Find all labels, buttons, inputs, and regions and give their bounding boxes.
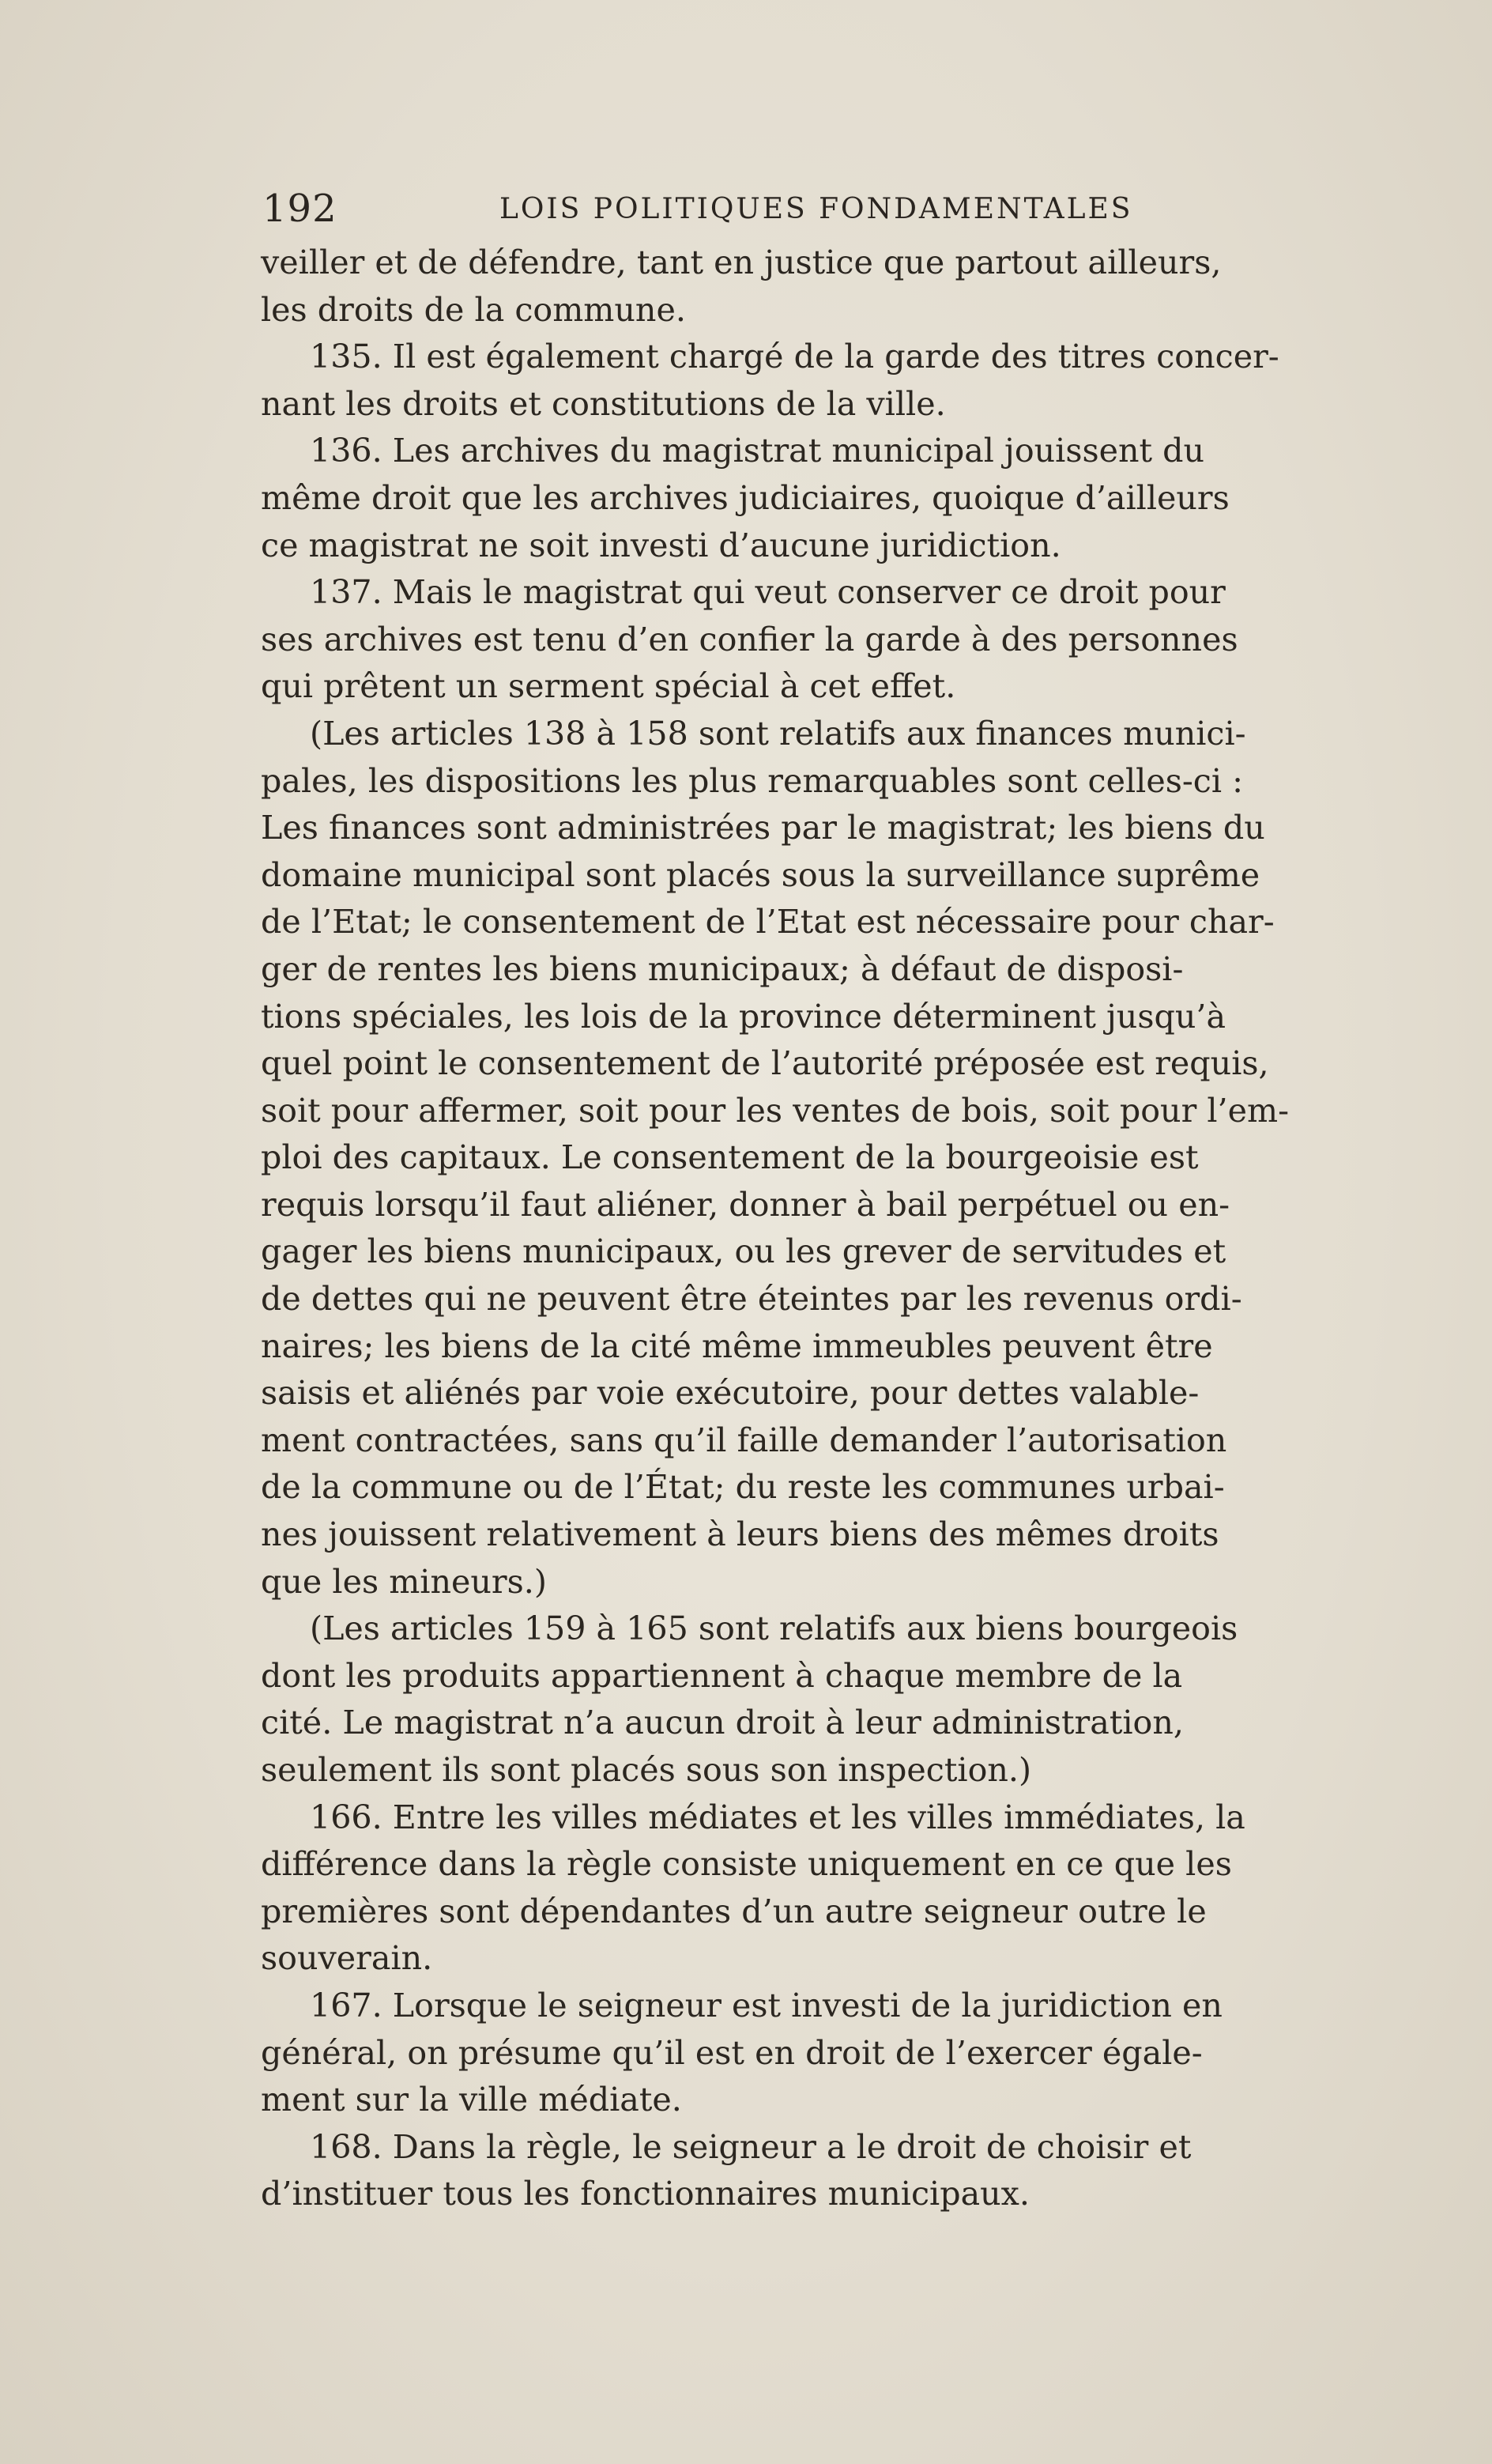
text-line: souverain.: [261, 1939, 433, 1978]
text-line: 135. Il est également chargé de la garde des titres concer-: [310, 338, 1279, 376]
text-line: ment sur la ville médiate.: [261, 2081, 682, 2119]
text-line: qui prêtent un serment spécial à cet effet.: [261, 667, 956, 706]
text-line: saisis et aliénés par voie exécutoire, pour dettes valable-: [261, 1374, 1200, 1413]
text-line: veiller et de défendre, tant en justice que partout ailleurs,: [261, 243, 1222, 281]
text-line: 136. Les archives du magistrat municipal jouissent du: [310, 432, 1205, 470]
text-line: les droits de la commune.: [261, 290, 686, 329]
text-line: de la commune ou de l’État; du reste les communes urbai-: [261, 1468, 1225, 1507]
text-line: domaine municipal sont placés sous la surveillance suprême: [261, 855, 1260, 894]
text-line: dont les produits appartiennent à chaque membre de la: [261, 1656, 1183, 1695]
text-line: 167. Lorsque le seigneur est investi de la juridiction en: [310, 1986, 1223, 2024]
text-line: naires; les biens de la cité même immeubles peuvent être: [261, 1326, 1213, 1365]
page-number: 192: [262, 187, 337, 231]
running-title: LOIS POLITIQUES FONDAMENTALES: [499, 193, 1133, 225]
text-line: Les finances sont administrées par le magistrat; les biens du: [261, 809, 1265, 847]
text-line: ploi des capitaux. Le consentement de la bourgeoisie est: [261, 1138, 1199, 1177]
text-line: même droit que les archives judiciaires, quoique d’ailleurs: [261, 478, 1230, 517]
text-line: 137. Mais le magistrat qui veut conserver ce droit pour: [310, 573, 1226, 612]
text-line: ce magistrat ne soit investi d’aucune juridiction.: [261, 526, 1061, 564]
text-line: soit pour affermer, soit pour les ventes de bois, soit pour l’em-: [261, 1091, 1290, 1130]
body-text: [261, 240, 1407, 2218]
text-line: seulement ils sont placés sous son inspection.): [261, 1751, 1032, 1789]
text-line: gager les biens municipaux, ou les grever de servitudes et: [261, 1232, 1226, 1271]
text-line: ment contractées, sans qu’il faille demander l’autorisation: [261, 1421, 1227, 1459]
text-line: différence dans la règle consiste uniquement en ce que les: [261, 1845, 1232, 1884]
text-line: de l’Etat; le consentement de l’Etat est nécessaire pour char-: [261, 903, 1275, 941]
text-line: (Les articles 159 à 165 sont relatifs aux biens bourgeois: [310, 1609, 1238, 1648]
text-line: requis lorsqu’il faut aliéner, donner à bail perpétuel ou en-: [261, 1185, 1230, 1224]
text-line: ses archives est tenu d’en confier la garde à des personnes: [261, 620, 1238, 658]
text-line: pales, les dispositions les plus remarquables sont celles-ci :: [261, 761, 1244, 800]
text-line: premières sont dépendantes d’un autre seigneur outre le: [261, 1892, 1207, 1930]
text-line: 166. Entre les villes médiates et les villes immédiates, la: [310, 1798, 1245, 1836]
text-line: tions spéciales, les lois de la province déterminent jusqu’à: [261, 997, 1226, 1036]
page-header: [262, 187, 1163, 234]
text-line: général, on présume qu’il est en droit de l’exercer égale-: [261, 2033, 1203, 2072]
text-line: ger de rentes les biens municipaux; à défaut de disposi-: [261, 949, 1184, 988]
text-line: de dettes qui ne peuvent être éteintes par les revenus ordi-: [261, 1280, 1242, 1319]
text-line: nes jouissent relativement à leurs biens des mêmes droits: [261, 1515, 1219, 1554]
text-line: d’instituer tous les fonctionnaires municipaux.: [261, 2175, 1030, 2213]
text-line: nant les droits et constitutions de la ville.: [261, 384, 946, 423]
text-line: quel point le consentement de l’autorité préposée est requis,: [261, 1044, 1269, 1083]
text-line: (Les articles 138 à 158 sont relatifs aux finances munici-: [310, 714, 1246, 753]
text-line: que les mineurs.): [261, 1562, 547, 1601]
text-line: 168. Dans la règle, le seigneur a le droit de choisir et: [310, 2127, 1192, 2166]
text-line: cité. Le magistrat n’a aucun droit à leur administration,: [261, 1704, 1184, 1742]
